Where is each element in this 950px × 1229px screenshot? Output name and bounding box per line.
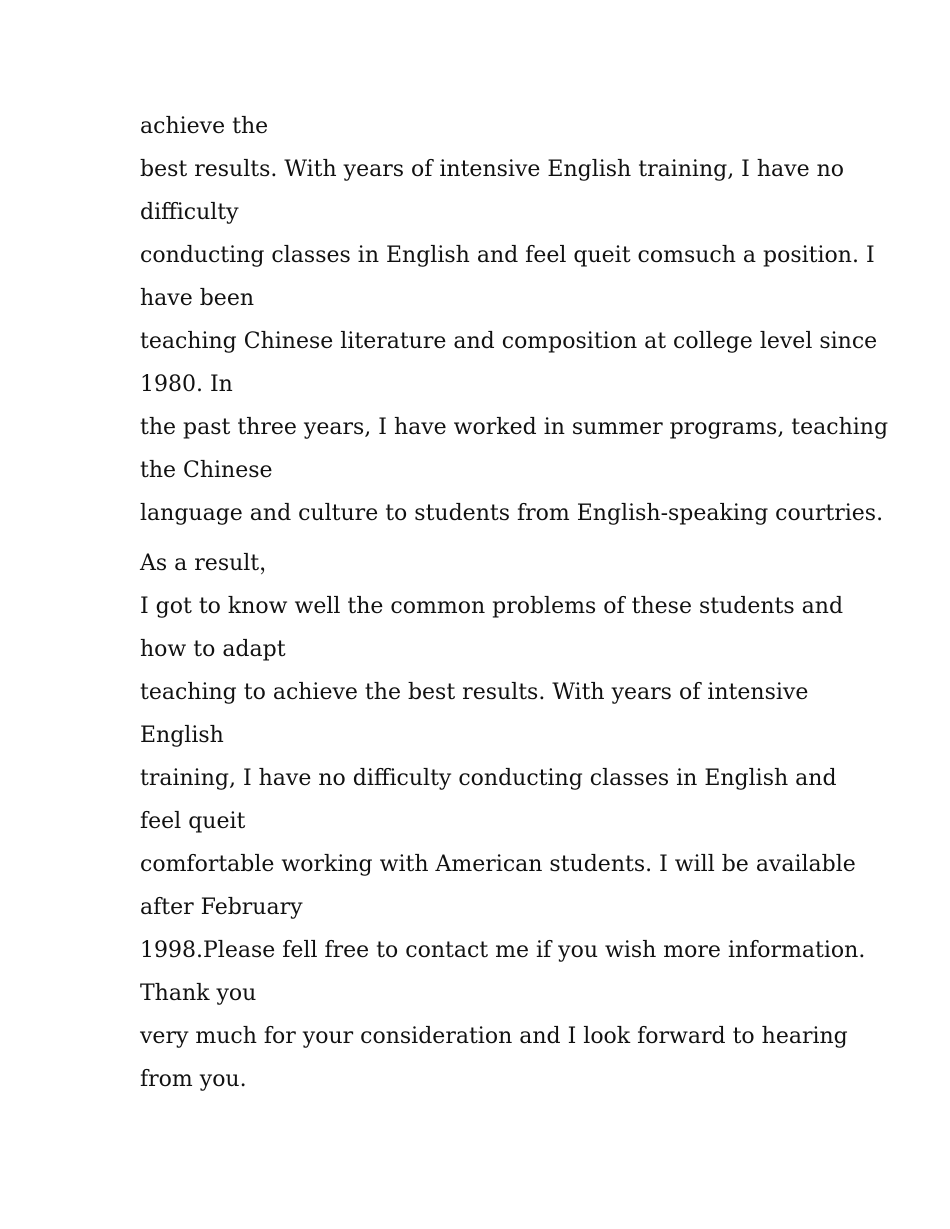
text-line: English: [140, 723, 224, 748]
text-line: difficulty: [140, 200, 239, 225]
text-line: language and culture to students from English-speaking courtries.: [140, 501, 884, 526]
text-line: comfortable working with American students. I will be available: [140, 852, 856, 877]
text-line: conducting classes in English and feel queit comsuch a position. I: [140, 243, 875, 268]
text-line: teaching to achieve the best results. With years of intensive: [140, 680, 809, 705]
text-line: feel queit: [140, 809, 246, 834]
text-line: 1998.Please fell free to contact me if you wish more information.: [140, 938, 866, 963]
text-line: how to adapt: [140, 637, 286, 662]
text-line: As a result，: [140, 551, 282, 576]
text-line: the past three years, I have worked in summer programs, teaching: [140, 415, 889, 440]
text-line: Thank you: [140, 981, 257, 1006]
text-line: teaching Chinese literature and composition at college level since: [140, 329, 878, 354]
text-line: training, I have no difficulty conducting classes in English and: [140, 766, 837, 791]
text-line: achieve the: [140, 114, 269, 139]
text-line: I got to know well the common problems of these students and: [140, 594, 844, 619]
text-line: 1980. In: [140, 372, 233, 397]
text-line: after February: [140, 895, 303, 920]
text-line: best results. With years of intensive English training, I have no: [140, 157, 844, 182]
text-line: the Chinese: [140, 458, 273, 483]
text-line: very much for your consideration and I look forward to hearing: [140, 1024, 848, 1049]
text-line: have been: [140, 286, 255, 311]
letter-body: [140, 105, 889, 1101]
text-line: from you.: [140, 1067, 247, 1092]
